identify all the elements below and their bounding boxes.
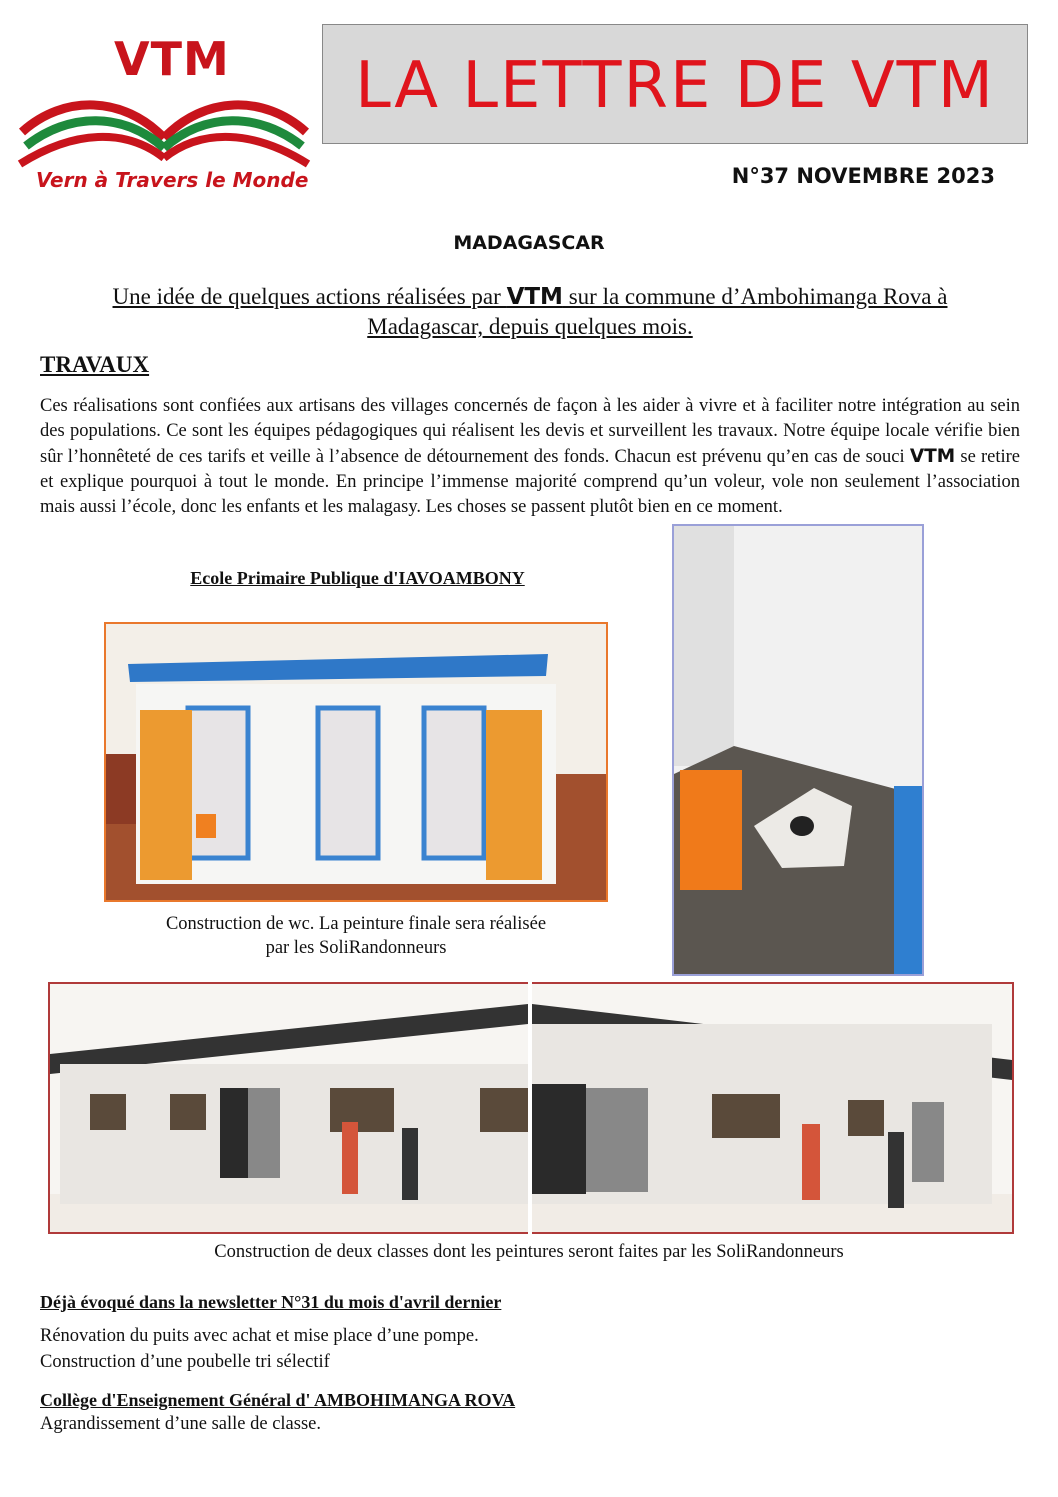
intro-before: Une idée de quelques actions réalisées par [112, 284, 507, 309]
toilet-interior-photo [672, 524, 924, 976]
travaux-brand: VTM [909, 446, 956, 467]
school-title: Ecole Primaire Publique d'IAVOAMBONY [190, 568, 525, 588]
open-book-icon [14, 76, 314, 168]
wc-caption [104, 912, 608, 960]
classroom-photo-left [48, 982, 528, 1234]
college-item-classroom: Agrandissement d’une salle de classe. [40, 1414, 322, 1434]
issue-number: N°37 NOVEMBRE 2023 [731, 164, 995, 188]
wc-caption-line2: par les SoliRandonneurs [265, 938, 447, 958]
travaux-paragraph [40, 394, 1020, 520]
vtm-logo [14, 28, 314, 203]
intro-after: sur la commune d’Ambohimanga Rova à Madagascar, depuis quelques mois. [367, 284, 948, 339]
intro-brand: VTM [506, 284, 563, 310]
newsletter-title-box [322, 24, 1028, 144]
travaux-text-2: se retire et explique pourquoi à tout le monde. En principe l’immense majorité comprend qu’un voleur, vole non seulement l’association mais aussi l’école, donc les enfants et les malagasy. Les choses se passent plutôt bien en ce moment. [40, 447, 1020, 517]
travaux-text-1: Ces réalisations sont confiées aux artisans des villages concernés de façon à les aider à vivre et à faciliter notre intégration au sein des populations. Ce sont les équipes pédagogiques qui réalisent les devis et surveillent les travaux. Notre équipe locale vérifie bien sûr l’honnêteté de ces tarifs et veille à l’absence de détournement des fonds. Chacun est prévenu qu’en cas de souci [40, 396, 1020, 467]
travaux-heading: TRAVAUX [40, 352, 150, 377]
college-heading: Collège d'Enseignement Général d' AMBOHIMANGA ROVA [40, 1390, 516, 1410]
newsletter-item-well: Rénovation du puits avec achat et mise place d’une pompe. [40, 1326, 479, 1346]
newsletter-reference-heading: Déjà évoqué dans la newsletter N°31 du mois d'avril dernier [40, 1292, 502, 1312]
logo-subtitle: Vern à Travers le Monde [36, 168, 309, 192]
classes-caption: Construction de deux classes dont les peintures seront faites par les SoliRandonneurs [214, 1242, 844, 1262]
country-heading: MADAGASCAR [453, 232, 605, 254]
wc-caption-line1: Construction de wc. La peinture finale sera réalisée [165, 914, 547, 934]
newsletter-title: LA LETTRE DE VTM [355, 49, 995, 123]
newsletter-item-bin: Construction d’une poubelle tri sélectif [40, 1352, 330, 1372]
intro-text [60, 282, 1000, 342]
logo-title: VTM [114, 32, 230, 86]
classroom-photo-right [532, 982, 1014, 1234]
wc-building-photo [104, 622, 608, 902]
